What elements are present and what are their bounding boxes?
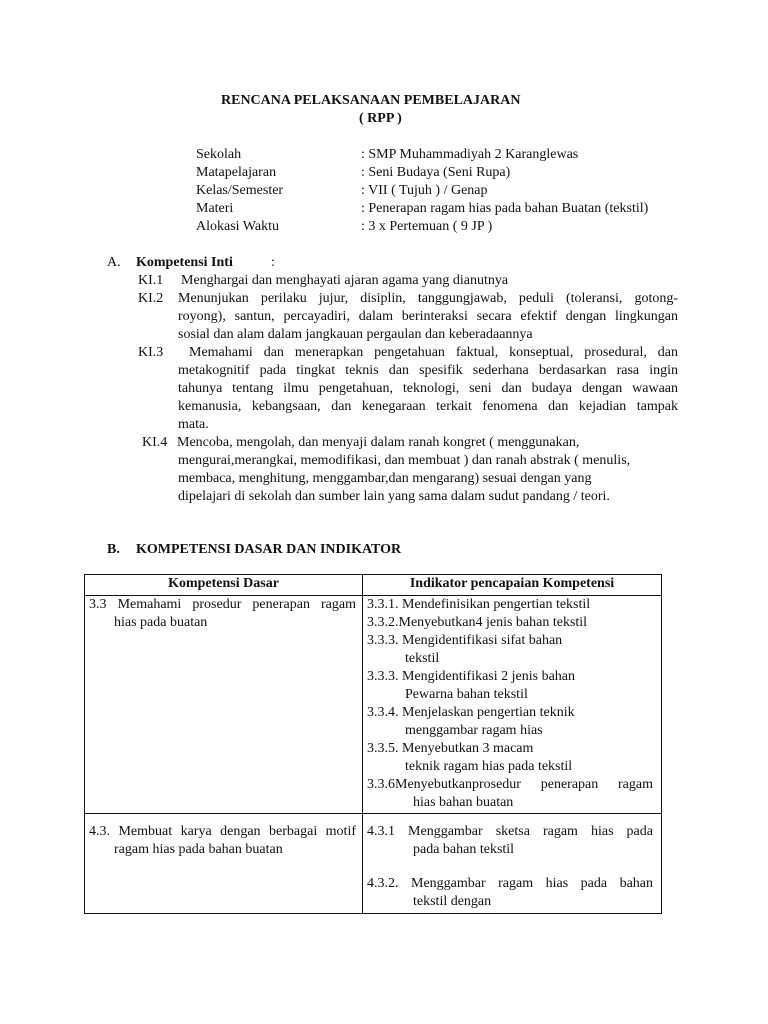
identity-value-materi: : Penerapan ragam hias pada bahan Buatan (tekstil) <box>361 201 649 216</box>
indicator-text: 3.3.2.Menyebutkan4 jenis bahan tekstil <box>367 615 588 630</box>
ki1-line: Menghargai dan menghayati ajaran agama yang dianutnya <box>181 273 509 288</box>
ki4-line: Mencoba, mengolah, dan menyaji dalam ranah kongret ( menggunakan, <box>177 435 580 450</box>
section-a-letter: A. <box>107 255 121 270</box>
ki3-code: KI.3 <box>138 345 164 360</box>
indicator-text: pada bahan tekstil <box>413 842 515 857</box>
indicator-text: tekstil <box>405 651 440 666</box>
ki3-line: tahunya tentang ilmu pengetahuan, teknologi, seni dan budaya dengan wawaan <box>178 381 678 396</box>
table-row <box>85 596 662 814</box>
indicator-text: Pewarna bahan tekstil <box>405 687 528 702</box>
kd-text: 3.3 Memahami prosedur penerapan ragam <box>89 597 356 612</box>
indicator-text: 4.3.2. Menggambar ragam hias pada bahan <box>367 876 653 891</box>
indicator-text: hias bahan buatan <box>413 795 514 810</box>
indicator-text: 3.3.6Menyebutkanprosedur penerapan ragam <box>367 777 653 792</box>
ki4-line: dipelajari di sekolah dan sumber lain yang sama dalam sudut pandang / teori. <box>178 489 610 504</box>
document-title: RENCANA PELAKSANAAN PEMBELAJARAN <box>221 93 521 108</box>
ki4-line: membaca, menghitung, menggambar,dan mengarang) sesuai dengan yang <box>178 471 592 486</box>
indicator-text: menggambar ragam hias <box>405 723 543 738</box>
table-header-kd: Kompetensi Dasar <box>85 575 363 596</box>
identity-value-alokasi: : 3 x Pertemuan ( 9 JP ) <box>361 219 493 234</box>
ki2-line: Menunjukan perilaku jujur, disiplin, tanggungjawab, peduli (toleransi, gotong- <box>178 291 678 306</box>
section-a-colon: : <box>271 255 275 270</box>
document-subtitle: ( RPP ) <box>359 111 402 126</box>
competency-table <box>84 574 662 914</box>
indicator-text: 3.3.4. Menjelaskan pengertian teknik <box>367 705 575 720</box>
ki2-line: sosial dan alam dalam jangkauan pergaulan dan keberadaannya <box>178 327 533 342</box>
indicator-text: 3.3.3. Mengidentifikasi 2 jenis bahan <box>367 669 576 684</box>
indicator-cell <box>363 814 662 914</box>
ki4-line: mengurai,merangkai, memodifikasi, dan membuat ) dan ranah abstrak ( menulis, <box>178 453 631 468</box>
indicator-text: teknik ragam hias pada tekstil <box>405 759 573 774</box>
indicator-cell <box>363 596 662 814</box>
identity-label-materi: Materi <box>196 201 234 216</box>
identity-label-alokasi: Alokasi Waktu <box>196 219 279 234</box>
ki1-code: KI.1 <box>138 273 164 288</box>
section-b-heading: KOMPETENSI DASAR DAN INDIKATOR <box>136 542 402 557</box>
ki4-code: KI.4 <box>142 435 168 450</box>
identity-value-matapelajaran: : Seni Budaya (Seni Rupa) <box>361 165 511 180</box>
indicator-text: 3.3.3. Mengidentifikasi sifat bahan <box>367 633 563 648</box>
identity-label-kelas: Kelas/Semester <box>196 183 284 198</box>
table-row <box>85 814 662 914</box>
kd-cell <box>85 596 363 814</box>
table-header-indicator: Indikator pencapaian Kompetensi <box>363 575 662 596</box>
ki3-line: metakognitif pada tingkat teknis dan spesifik sederhana berdasarkan rasa ingin <box>178 363 678 378</box>
section-b-letter: B. <box>107 542 120 557</box>
ki3-line: Memahami dan menerapkan pengetahuan faktual, konseptual, prosedural, dan <box>189 345 678 360</box>
identity-label-sekolah: Sekolah <box>196 147 242 162</box>
ki3-line: kemanusia, kebangsaan, dan kenegaraan terkait fenomena dan kejadian tampak <box>178 399 678 414</box>
identity-value-sekolah: : SMP Muhammadiyah 2 Karanglewas <box>361 147 579 162</box>
indicator-text: 3.3.1. Mendefinisikan pengertian tekstil <box>367 597 591 612</box>
kd-text: ragam hias pada bahan buatan <box>114 842 283 857</box>
ki2-line: royong), santun, percayadiri, dalam berinteraksi secara efektif dengan lingkungan <box>178 309 678 324</box>
section-a-heading: Kompetensi Inti <box>136 255 233 270</box>
kd-cell <box>85 814 363 914</box>
kd-text: 4.3. Membuat karya dengan berbagai motif <box>89 824 356 839</box>
identity-value-kelas: : VII ( Tujuh ) / Genap <box>361 183 488 198</box>
ki3-line: mata. <box>178 417 209 432</box>
indicator-text: 3.3.5. Menyebutkan 3 macam <box>367 741 534 756</box>
table-header-row <box>85 575 662 596</box>
identity-label-matapelajaran: Matapelajaran <box>196 165 277 180</box>
indicator-text: tekstil dengan <box>413 894 492 909</box>
ki2-code: KI.2 <box>138 291 164 306</box>
kd-text: hias pada buatan <box>114 615 208 630</box>
indicator-text: 4.3.1 Menggambar sketsa ragam hias pada <box>367 824 653 839</box>
